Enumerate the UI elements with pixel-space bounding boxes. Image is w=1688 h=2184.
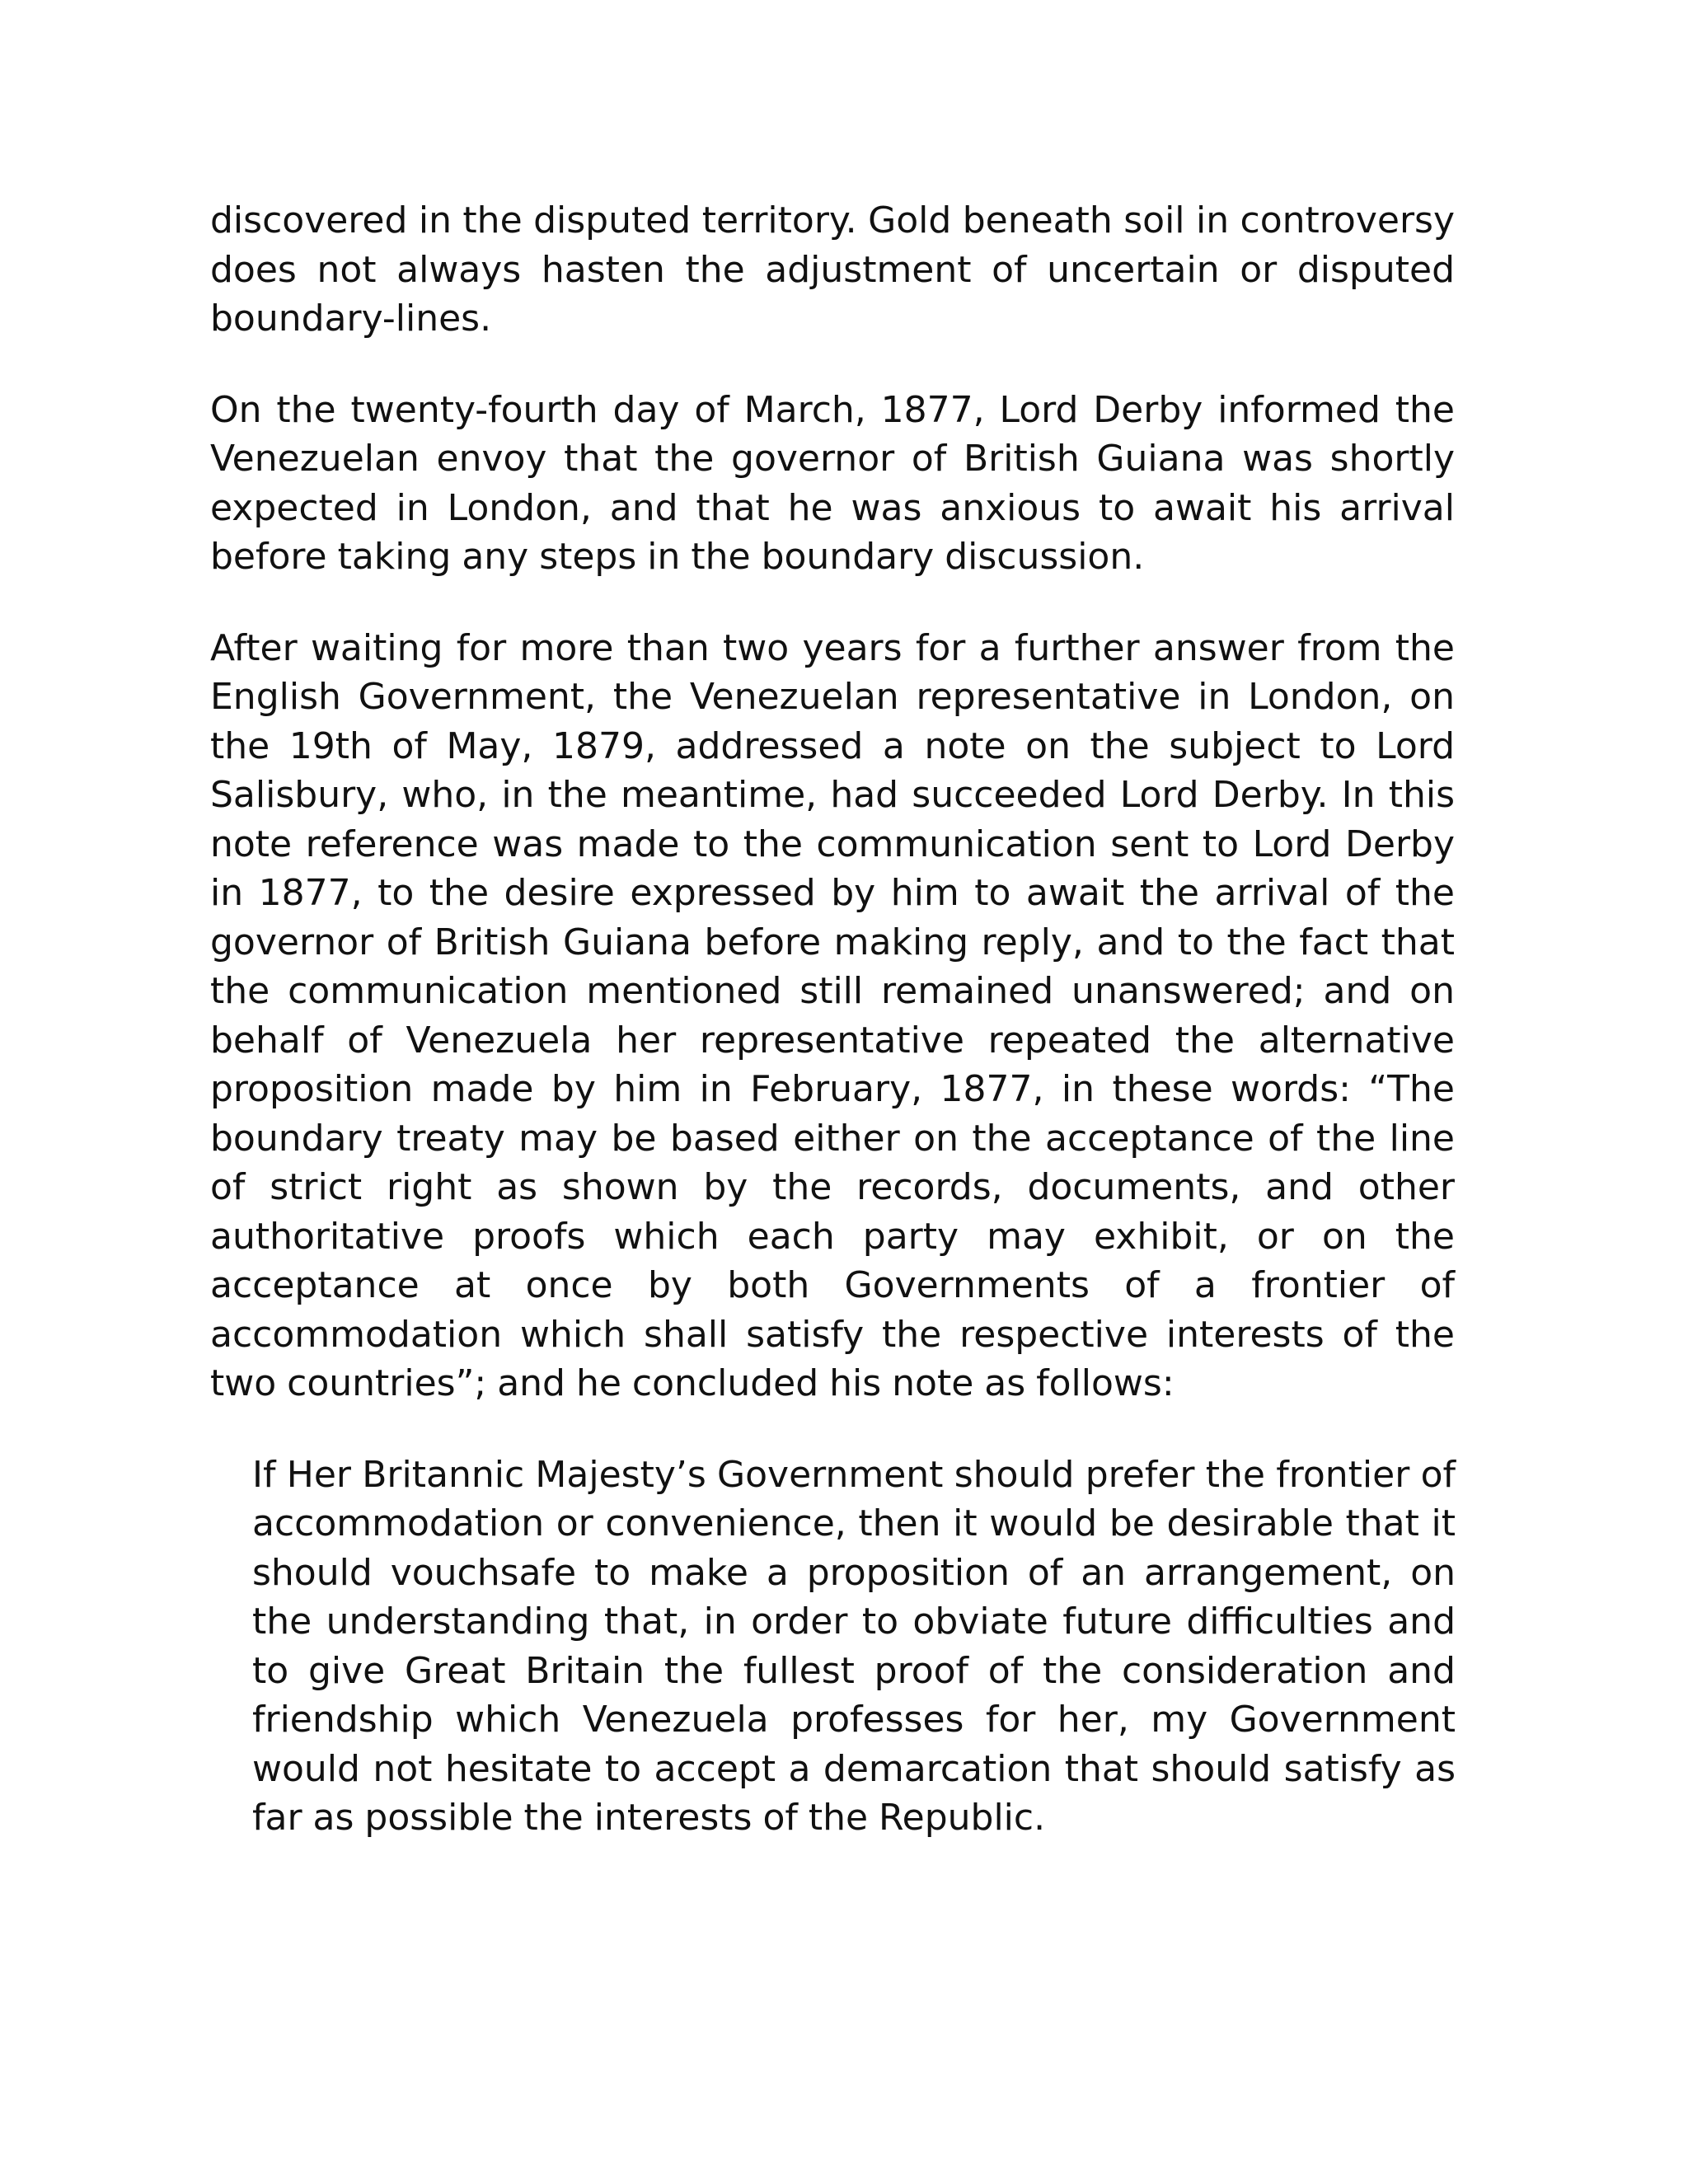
paragraph-gold-discovery: discovered in the disputed territory. Gold beneath soil in controversy does not always hasten the adjustment of uncertain or disputed boundary-lines. — [210, 199, 1455, 340]
paragraph-venezuelan-note: After waiting for more than two years for a further answer from the English Government, the Venezuelan representative in London, on the 19th of May, 1879, addressed a note on the subject to Lord Salisbury, who, in the meantime, had succeeded Lord Derby. In this note reference was made to the communication sent to Lord Derby in 1877, to the desire expressed by him to await the arrival of the governor of British Guiana before making reply, and to the fact that the communication mentioned still remained unanswered; and on behalf of Venezuela her representative repeated the alternative proposition made by him in February, 1877, in these words: “The boundary treaty may be based either on the acceptance of the line of strict right as shown by the records, documents, and other authoritative proofs which each party may exhibit, or on the acceptance at once by both Governments of a frontier of accommodation which shall satisfy the respective interests of the two countries”; and he concluded his note as follows: — [210, 626, 1455, 1404]
block-quote: If Her Britannic Majesty’s Government should prefer the frontier of accommodation or convenience, then it would be desirable that it should vouchsafe to make a proposition of an arrangement, on the understanding that, in order to obviate future difficulties and to give Great Britain the fullest proof of the consideration and friendship which Venezuela professes for her, my Government would not hesitate to accept a demarcation that should satisfy as far as possible the interests of the Republic. — [252, 1453, 1456, 1839]
paragraph-lord-derby: On the twenty-fourth day of March, 1877, Lord Derby informed the Venezuelan envoy that the governor of British Guiana was shortly expected in London, and that he was anxious to await his arrival before taking any steps in the boundary discussion. — [210, 388, 1455, 578]
body-text — [210, 196, 1455, 1843]
